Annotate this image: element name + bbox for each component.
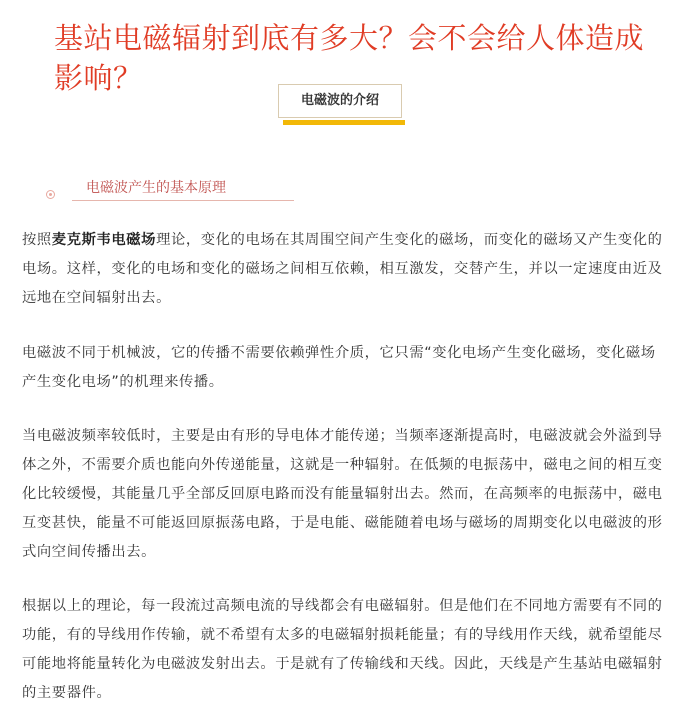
subheading-underline <box>72 200 294 201</box>
paragraph-1-bold-term: 麦克斯韦电磁场 <box>51 232 157 248</box>
section-badge <box>278 84 404 122</box>
subheading-text: 电磁波产生的基本原理 <box>86 180 226 196</box>
paragraph-1 <box>22 226 667 313</box>
section-badge-label: 电磁波的介绍 <box>300 93 379 108</box>
paragraph-3: 当电磁波频率较低时，主要是由有形的导电体才能传递；当频率逐渐提高时，电磁波就会外溢到导体之外，不需要介质也能向外传递能量，这就是一种辐射。在低频的电振荡中，磁电之间的相互变化比较缓慢，其能量几乎全部反回原电路而没有能量辐射出去。然而，在高频率的电振荡中，磁电互变甚快，能量不可能返回原振荡电路，于是电能、磁能随着电场与磁场的周期变化以电磁波的形式向空间传播出去。 <box>22 428 663 560</box>
paragraph-1-rest: 理论，变化的电场在其周围空间产生变化的磁场，而变化的磁场又产生变化的电场。这样，变化的电场和变化的磁场之间相互依赖，相互激发，交替产生，并以一定速度由近及远地在空间辐射出去。 <box>22 232 663 306</box>
paragraph-2: 电磁波不同于机械波，它的传播不需要依赖弹性介质，它只需“变化电场产生变化磁场，变化磁场产生变化电场”的机理来传播。 <box>22 345 656 390</box>
page-title: 基站电磁辐射到底有多大？会不会给人体造成影响？ <box>54 21 645 95</box>
paragraph-4: 根据以上的理论，每一段流过高频电流的导线都会有电磁辐射。但是他们在不同地方需要有不同的功能，有的导线用作传输，就不希望有太多的电磁辐射损耗能量；有的导线用作天线，就希望能尽可能地将能量转化为电磁波发射出去。于是就有了传输线和天线。因此，天线是产生基站电磁辐射的主要器件。 <box>22 598 663 701</box>
paragraph-1-lead: 按照 <box>22 232 52 248</box>
subheading <box>46 176 306 206</box>
section-badge-accent-bar <box>283 120 405 125</box>
circle-bullet-icon <box>46 190 55 199</box>
